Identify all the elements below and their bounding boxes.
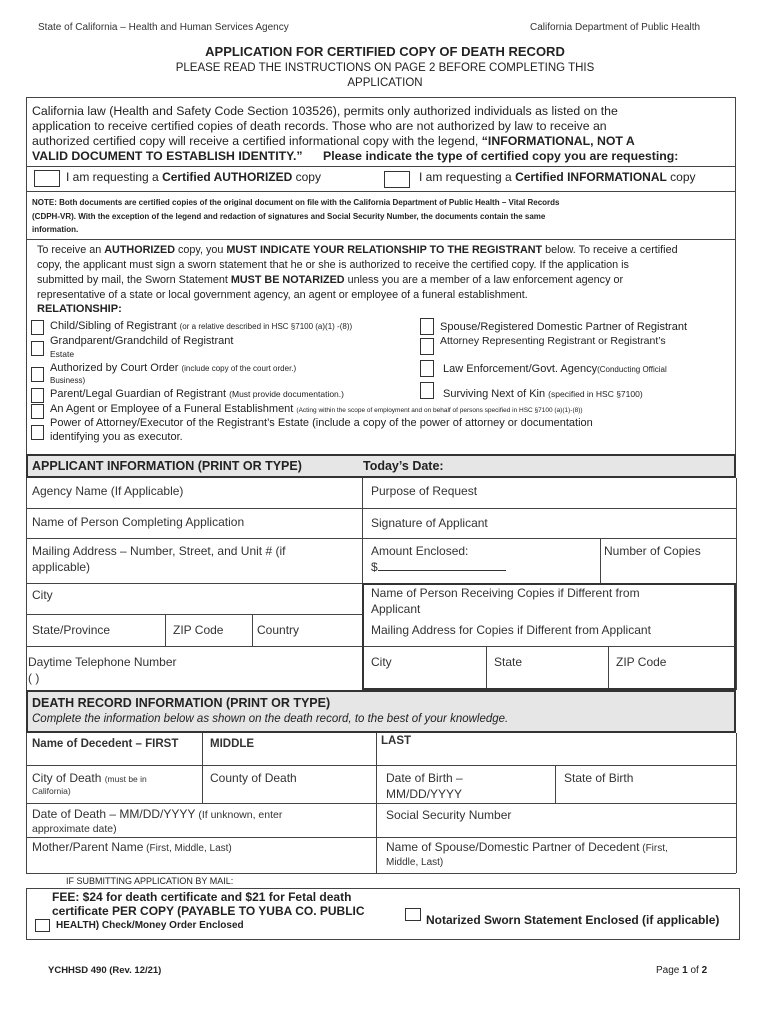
spouse-label: Spouse/Registered Domestic Partner of Registrant (440, 321, 688, 333)
power-of-attorney-checkbox[interactable] (31, 425, 44, 440)
law-enforcement-checkbox[interactable] (420, 360, 434, 377)
law-enforcement-label: Law Enforcement/Govt. Agency(Conducting Official (443, 363, 667, 375)
city-field[interactable]: City (32, 588, 53, 602)
zip-code-field[interactable]: ZIP Code (173, 623, 224, 637)
fee-text: FEE: $24 for death certificate and $21 for Fetal death certificate PER COPY (PAYABLE TO YUBA CO. PUBLIC (52, 890, 365, 918)
court-order-checkbox[interactable] (31, 367, 44, 382)
grandparent-checkbox[interactable] (31, 341, 44, 356)
child-sibling-checkbox[interactable] (31, 320, 44, 335)
court-order-label: Authorized by Court Order (include copy of the court order.) (50, 362, 297, 374)
decedent-last-field[interactable]: LAST (381, 735, 412, 747)
form-subtitle-2: APPLICATION (347, 77, 423, 89)
agency-name-field[interactable]: Agency Name (If Applicable) (32, 484, 184, 498)
authorized-instructions: To receive an AUTHORIZED copy, you MUST INDICATE YOUR RELATIONSHIP TO THE REGISTRANT below. To receive a certified copy, the applicant must sign a sworn statement that he or she is authorized to receive the certified copy. If the application is submitted by mail, the Sworn Statement MUST BE NOTARIZED unless you are a member of a law enforcement agency or representative of a state or local government agency, an agent or employee of a funeral establishment. (37, 244, 678, 301)
purpose-field[interactable]: Purpose of Request (371, 484, 478, 498)
mail-label: IF SUBMITTING APPLICATION BY MAIL: (66, 876, 234, 886)
death-record-header-label: DEATH RECORD INFORMATION (PRINT OR TYPE) (32, 696, 331, 710)
receiving-state-field[interactable]: State (494, 655, 523, 669)
name-completing-field[interactable]: Name of Person Completing Application (32, 515, 245, 529)
number-of-copies-field[interactable]: Number of Copies (604, 544, 701, 558)
attorney-checkbox[interactable] (420, 338, 434, 355)
applicant-header-label: APPLICANT INFORMATION (PRINT OR TYPE) (32, 459, 302, 473)
mother-parent-name-field[interactable]: Mother/Parent Name (First, Middle, Last) (32, 840, 232, 854)
city-of-death-field[interactable]: City of Death (must be in California) (32, 771, 147, 796)
informational-copy-label: I am requesting a Certified INFORMATIONAL copy (419, 170, 696, 184)
spouse-checkbox[interactable] (420, 318, 434, 335)
attorney-label: Attorney Representing Registrant or Registrant’s (440, 335, 666, 347)
parent-guardian-label: Parent/Legal Guardian of Registrant (Must provide documentation.) (50, 388, 344, 400)
date-of-birth-field[interactable]: Date of Birth – MM/DD/YYYY (386, 771, 463, 801)
receiving-zip-field[interactable]: ZIP Code (616, 655, 667, 669)
county-of-death-field[interactable]: County of Death (210, 771, 297, 785)
check-enclosed-checkbox[interactable] (35, 919, 50, 932)
decedent-middle-field[interactable]: MIDDLE (210, 738, 255, 750)
state-province-field[interactable]: State/Province (32, 623, 111, 637)
note-text: NOTE: Both documents are certified copies of the original document on file with the California Department of Public Health – Vital Records (CDPH-VR). With the exception of the legend and redaction of signatures and Social Security Number, the documents contain the same information. (32, 198, 560, 234)
surviving-kin-label: Surviving Next of Kin (specified in HSC §7100) (443, 388, 643, 400)
state-of-birth-field[interactable]: State of Birth (564, 771, 634, 785)
signature-field[interactable]: Signature of Applicant (371, 516, 488, 530)
authorized-copy-checkbox[interactable] (34, 170, 60, 187)
authorized-copy-label: I am requesting a Certified AUTHORIZED copy (66, 170, 321, 184)
business-label: Business) (50, 376, 86, 385)
form-title: APPLICATION FOR CERTIFIED COPY OF DEATH RECORD (205, 44, 565, 59)
department-header: California Department of Public Health (530, 22, 701, 33)
funeral-agent-label: An Agent or Employee of a Funeral Establishment (Acting within the scope of employment and on behalf of persons specified in HSC §7100 (a)(1)-(8)) (50, 403, 583, 415)
page-number: Page 1 of 2 (656, 965, 708, 976)
amount-enclosed-field[interactable]: Amount Enclosed: $ (371, 543, 506, 575)
funeral-agent-checkbox[interactable] (31, 404, 44, 419)
decedent-first-field[interactable]: Name of Decedent – FIRST (32, 738, 179, 750)
date-of-death-field[interactable]: Date of Death – MM/DD/YYYY (If unknown, enter approximate date) (32, 807, 283, 835)
spouse-name-field[interactable]: Name of Spouse/Domestic Partner of Decedent (First, Middle, Last) (386, 840, 668, 868)
informational-copy-checkbox[interactable] (384, 171, 410, 188)
estate-label: Estate (50, 349, 75, 359)
agency-header: State of California – Health and Human Services Agency (38, 22, 289, 33)
country-field[interactable]: Country (257, 623, 300, 637)
parent-guardian-checkbox[interactable] (31, 388, 44, 403)
form-number: YCHHSD 490 (Rev. 12/21) (48, 965, 162, 976)
grandparent-label: Grandparent/Grandchild of Registrant (50, 335, 234, 347)
ssn-field[interactable]: Social Security Number (386, 808, 512, 822)
power-of-attorney-label: Power of Attorney/Executor of the Registrant’s Estate (include a copy of the power of attorney or documentation identifying you as executor. (50, 417, 593, 443)
surviving-kin-checkbox[interactable] (420, 382, 434, 399)
form-subtitle-1: PLEASE READ THE INSTRUCTIONS ON PAGE 2 BEFORE COMPLETING THIS (175, 62, 595, 74)
relationship-label: RELATIONSHIP: (37, 303, 122, 315)
receiving-name-field[interactable]: Name of Person Receiving Copies if Different from Applicant (371, 586, 640, 616)
todays-date-label: Today’s Date: (363, 459, 444, 473)
receiving-city-field[interactable]: City (371, 655, 392, 669)
notarized-checkbox[interactable] (405, 908, 421, 921)
mailing-copies-field[interactable]: Mailing Address for Copies if Different from Applicant (371, 623, 651, 637)
check-enclosed-label: HEALTH) Check/Money Order Enclosed (56, 920, 244, 931)
intro-text: California law (Health and Safety Code Section 103526), permits only authorized individuals as listed on the application to receive certified copies of death records. Those who are not authorized by law to receive an authorized certified copy will receive a certified informational copy with the legend, “INFORMATIONAL, NOT A VALID DOCUMENT TO ESTABLISH IDENTITY.” Please indicate the type of certified copy you are requesting: (32, 104, 679, 163)
child-sibling-label: Child/Sibling of Registrant (or a relative described in HSC §7100 (a)(1) -(8)) (50, 320, 353, 332)
death-record-subheader: Complete the information below as shown on the death record, to the best of your knowledge. (32, 713, 509, 725)
phone-field[interactable]: Daytime Telephone Number ( ) (28, 655, 177, 685)
mailing-address-field[interactable]: Mailing Address – Number, Street, and Unit # (if applicable) (32, 544, 286, 574)
notarized-label: Notarized Sworn Statement Enclosed (if applicable) (426, 913, 720, 927)
